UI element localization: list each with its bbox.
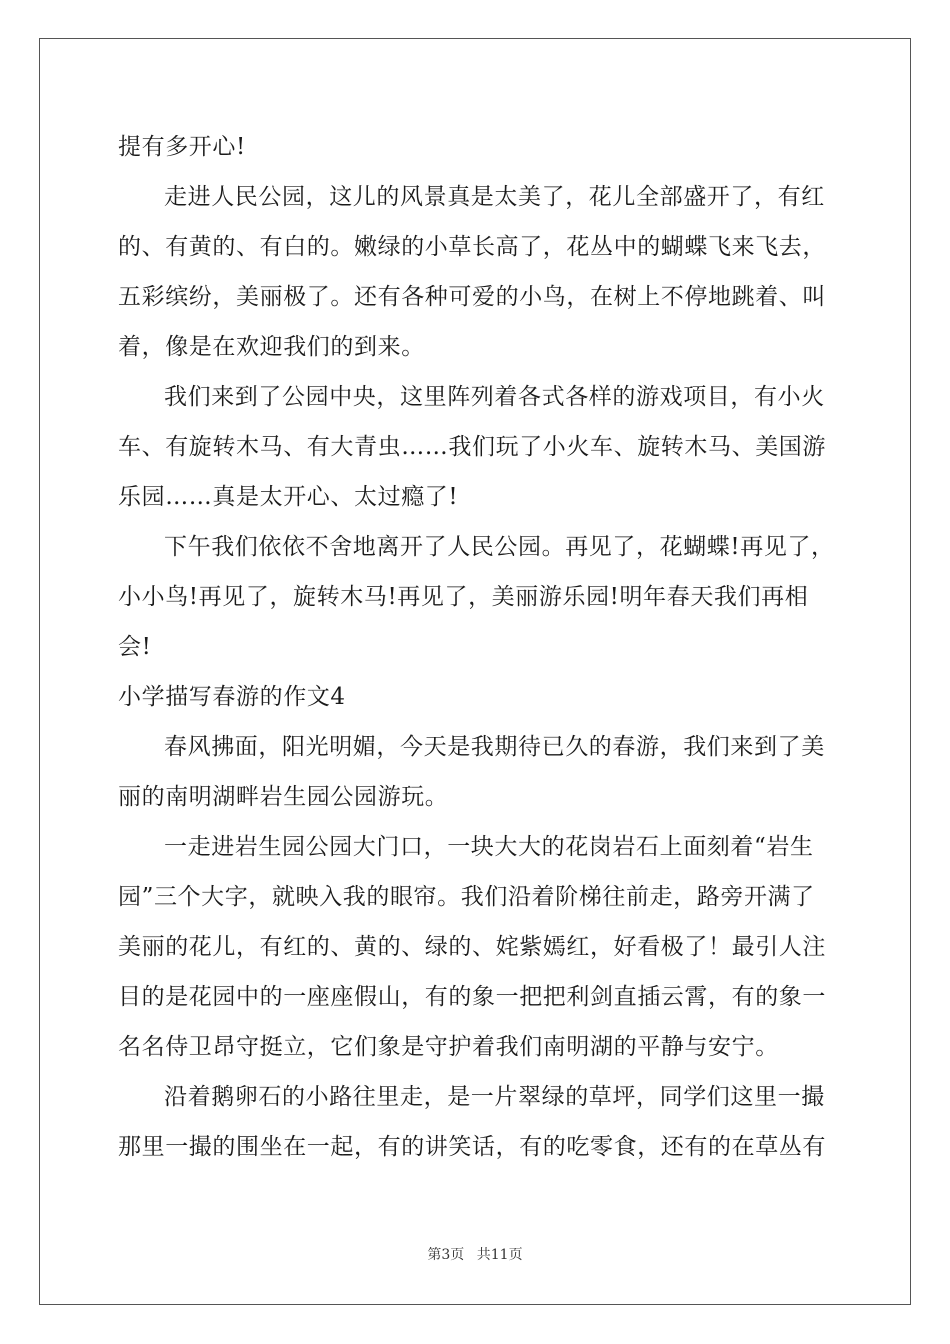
text-line: 乐园……真是太开心、太过瘾了! <box>118 484 459 510</box>
text-line: 的、有黄的、有白的。嫩绿的小草长高了，花丛中的蝴蝶飞来飞去， <box>118 234 826 260</box>
text-line: 会! <box>118 634 152 660</box>
page-number: 第3页 <box>427 1247 465 1263</box>
text-line: 五彩缤纷，美丽极了。还有各种可爱的小鸟，在树上不停地跳着、叫 <box>118 284 826 310</box>
page-total: 共11页 <box>476 1247 523 1263</box>
paragraph-start-line: 下午我们依依不舍地离开了人民公园。再见了，花蝴蝶!再见了， <box>164 534 835 560</box>
section-heading: 小学描写春游的作文4 <box>118 684 346 710</box>
text-line: 美丽的花儿，有红的、黄的、绿的、姹紫嫣红，好看极了！最引人注 <box>118 934 826 960</box>
paragraph-start-line: 走进人民公园，这儿的风景真是太美了，花儿全部盛开了，有红 <box>164 184 825 210</box>
text-line: 车、有旋转木马、有大青虫……我们玩了小火车、旋转木马、美国游 <box>118 434 826 460</box>
paragraph-start-line: 沿着鹅卵石的小路往里走，是一片翠绿的草坪，同学们这里一撮 <box>164 1084 825 1110</box>
text-line: 着，像是在欢迎我们的到来。 <box>118 334 425 360</box>
text-line: 园”三个大字，就映入我的眼帘。我们沿着阶梯往前走，路旁开满了 <box>118 884 815 910</box>
text-line: 名名侍卫昂守挺立，它们象是守护着我们南明湖的平静与安宁。 <box>118 1034 779 1060</box>
text-line: 小小鸟!再见了，旋转木马!再见了，美丽游乐园!明年春天我们再相 <box>118 584 809 610</box>
text-line: 目的是花园中的一座座假山，有的象一把把利剑直插云霄，有的象一 <box>118 984 826 1010</box>
paragraph-start-line: 一走进岩生园公园大门口，一块大大的花岗岩石上面刻着“岩生 <box>164 834 814 860</box>
page-footer <box>0 1244 950 1264</box>
text-line: 那里一撮的围坐在一起，有的讲笑话，有的吃零食，还有的在草丛有 <box>118 1134 826 1160</box>
paragraph-start-line: 我们来到了公园中央，这里阵列着各式各样的游戏项目，有小火 <box>164 384 825 410</box>
text-line: 丽的南明湖畔岩生园公园游玩。 <box>118 784 449 810</box>
paragraph-start-line: 春风拂面，阳光明媚，今天是我期待已久的春游，我们来到了美 <box>164 734 825 760</box>
text-line: 提有多开心! <box>118 134 246 160</box>
